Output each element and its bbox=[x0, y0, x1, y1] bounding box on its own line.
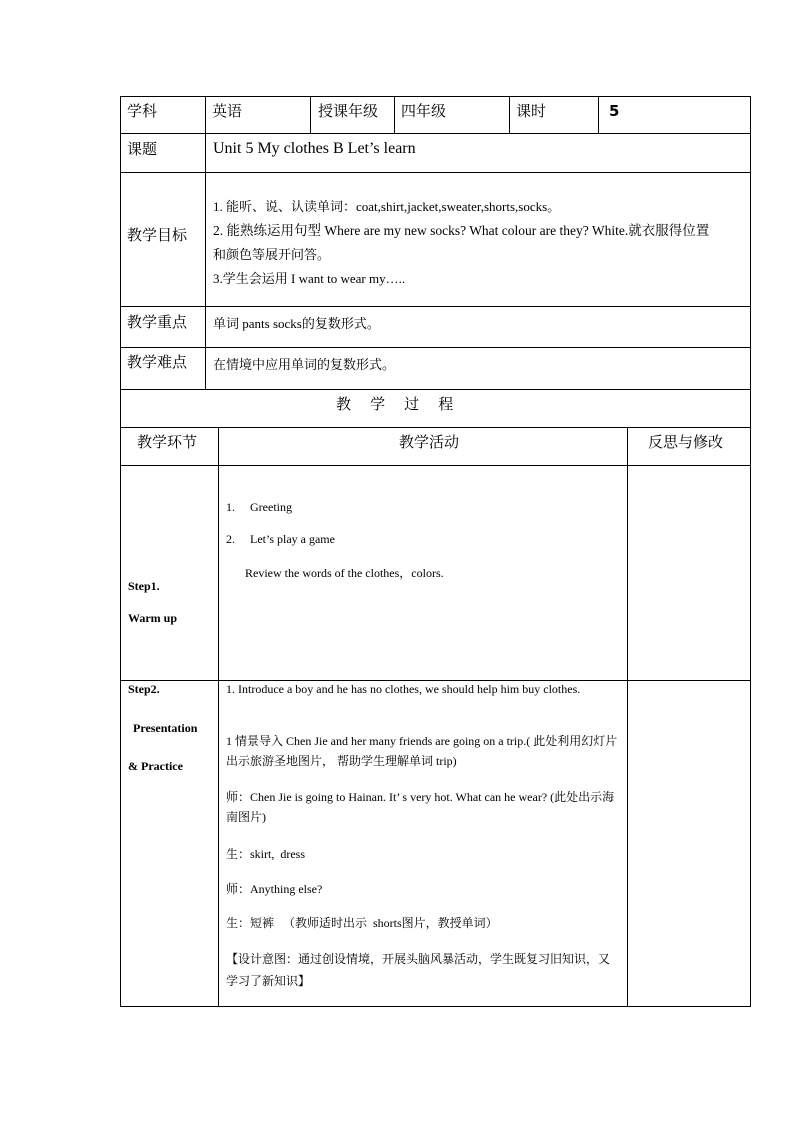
difficulties-value: 在情境中应用单词的复数形式。 bbox=[213, 357, 396, 372]
grade-label: 授课年级 bbox=[318, 102, 379, 120]
table-rule bbox=[120, 347, 751, 348]
table-rule bbox=[120, 306, 751, 307]
table-rule bbox=[394, 96, 395, 133]
step2-paragraph-4: 生：skirt, dress bbox=[226, 847, 305, 861]
step2-paragraph-3: 师：Chen Jie is going to Hainan. It’ s very hot. What can he wear? (此处出示海南图片) bbox=[226, 790, 615, 824]
topic-value: Unit 5 My clothes B Let’s learn bbox=[213, 140, 416, 157]
column-stage: 教学环节 bbox=[137, 433, 198, 451]
step2-paragraph-1: 1. Introduce a boy and he has no clothes, we should help him buy clothes. bbox=[226, 682, 581, 696]
table-rule bbox=[310, 96, 311, 133]
step1-item-1: 1. Greeting bbox=[226, 500, 292, 514]
step2-subtitle-2: & Practice bbox=[128, 759, 183, 773]
subject-value: 英语 bbox=[212, 102, 243, 120]
step2-paragraph-7: 【设计意图：通过创设情境，开展头脑风暴活动，学生既复习旧知识，又学习了新知识】 bbox=[226, 952, 611, 988]
table-rule bbox=[120, 133, 751, 134]
table-rule bbox=[509, 96, 510, 133]
step2-title: Step2. bbox=[128, 682, 160, 696]
process-title: 教 学 过 程 bbox=[336, 395, 454, 413]
step2-paragraph-6: 生：短裤 （教师适时出示 shorts图片，教授单词） bbox=[226, 916, 498, 930]
step2-paragraph-2: 1 情景导入 Chen Jie and her many friends are going on a trip.( 此处利用幻灯片出示旅游圣地图片， 帮助学生理解单词 trip) bbox=[226, 734, 618, 768]
grade-value: 四年级 bbox=[401, 102, 447, 120]
table-rule bbox=[627, 427, 628, 1007]
table-rule bbox=[120, 389, 751, 390]
subject-label: 学科 bbox=[127, 102, 158, 120]
period-value: 5 bbox=[609, 102, 620, 120]
period-label: 课时 bbox=[516, 102, 547, 120]
objective-line-4: 3.学生会运用 I want to wear my….. bbox=[213, 271, 406, 286]
table-rule bbox=[120, 465, 751, 466]
objective-line-3: 和颜色等展开问答。 bbox=[213, 247, 331, 262]
table-rule bbox=[120, 172, 751, 173]
objectives-label: 教学目标 bbox=[127, 226, 188, 244]
difficulties-label: 教学难点 bbox=[127, 353, 188, 371]
topic-label: 课题 bbox=[127, 140, 158, 158]
column-activity: 教学活动 bbox=[399, 433, 460, 451]
step1-item-3: Review the words of the clothes，colors. bbox=[245, 566, 444, 580]
objective-line-2: 2. 能熟练运用句型 Where are my new socks? What colour are they? White.就衣服得位置 bbox=[213, 223, 710, 238]
table-rule bbox=[120, 1006, 751, 1007]
step1-item-2: 2. Let’s play a game bbox=[226, 532, 335, 546]
table-rule bbox=[120, 96, 121, 1007]
table-rule bbox=[218, 427, 219, 1007]
table-rule bbox=[205, 96, 206, 389]
objective-line-1: 1. 能听、说、认读单词：coat,shirt,jacket,sweater,shorts,socks。 bbox=[213, 199, 561, 214]
table-rule bbox=[598, 96, 599, 133]
column-reflection: 反思与修改 bbox=[648, 433, 724, 451]
table-rule bbox=[120, 96, 751, 97]
step1-title: Step1. bbox=[128, 579, 160, 593]
table-rule bbox=[120, 427, 751, 428]
step1-subtitle: Warm up bbox=[128, 611, 178, 625]
step2-subtitle-1: Presentation bbox=[133, 721, 198, 735]
key-points-label: 教学重点 bbox=[127, 313, 188, 331]
table-rule bbox=[750, 96, 751, 1007]
key-points-value: 单词 pants socks的复数形式。 bbox=[213, 316, 380, 331]
step2-paragraph-5: 师：Anything else? bbox=[226, 882, 323, 896]
